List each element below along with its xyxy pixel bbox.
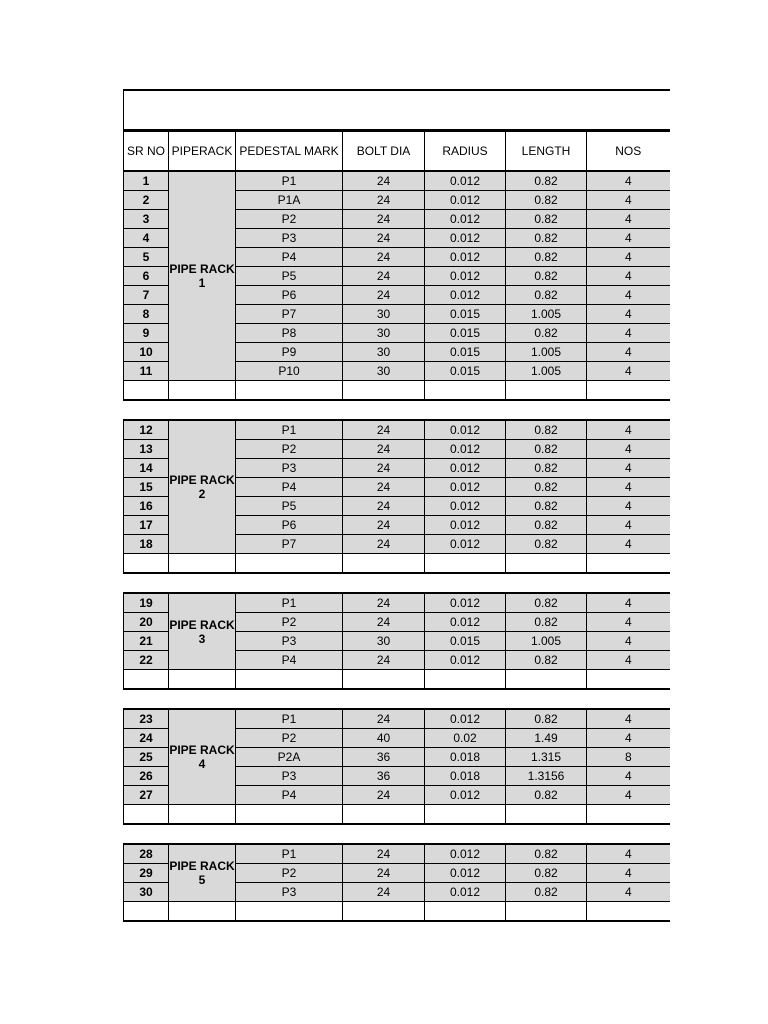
table-row [124, 844, 670, 864]
length-cell: 1.005 [506, 305, 587, 324]
bolt-dia-cell: 30 [343, 362, 425, 381]
blank-row [124, 670, 670, 690]
radius-cell: 0.012 [425, 420, 506, 440]
spacer-cell [587, 400, 670, 420]
radius-cell: 0.018 [425, 767, 506, 786]
radius-cell: 0.012 [425, 229, 506, 248]
spacer-cell [343, 824, 425, 844]
sr-no-cell: 28 [124, 844, 169, 864]
blank-cell [343, 381, 425, 401]
header-length: LENGTH [506, 131, 587, 172]
blank-cell [587, 554, 670, 574]
nos-cell: 4 [587, 440, 670, 459]
pedestal-mark-cell: P2A [236, 748, 343, 767]
blank-row [124, 902, 670, 922]
nos-cell: 4 [587, 171, 670, 191]
length-cell: 0.82 [506, 786, 587, 805]
blank-cell [506, 381, 587, 401]
sr-no-cell: 29 [124, 864, 169, 883]
bolt-dia-cell: 24 [343, 210, 425, 229]
blank-cell [124, 381, 169, 401]
nos-cell: 4 [587, 593, 670, 613]
pedestal-mark-cell: P7 [236, 535, 343, 554]
spacer-cell [425, 573, 506, 593]
pedestal-mark-cell: P4 [236, 478, 343, 497]
spacer-cell [587, 824, 670, 844]
nos-cell: 4 [587, 267, 670, 286]
length-cell: 0.82 [506, 267, 587, 286]
table-row [124, 593, 670, 613]
sr-no-cell: 14 [124, 459, 169, 478]
pedestal-mark-cell: P1 [236, 593, 343, 613]
length-cell: 0.82 [506, 286, 587, 305]
nos-cell: 4 [587, 362, 670, 381]
spacer-cell [169, 689, 236, 709]
sr-no-cell: 22 [124, 651, 169, 670]
pedestal-mark-cell: P9 [236, 343, 343, 362]
spacer-cell [425, 689, 506, 709]
length-cell: 0.82 [506, 709, 587, 729]
header-pedestal-mark: PEDESTAL MARK [236, 131, 343, 172]
table-body [124, 90, 670, 921]
sr-no-cell: 10 [124, 343, 169, 362]
radius-cell: 0.015 [425, 324, 506, 343]
pedestal-mark-cell: P1 [236, 171, 343, 191]
radius-cell: 0.012 [425, 248, 506, 267]
blank-cell [169, 805, 236, 825]
spacer-cell [169, 400, 236, 420]
nos-cell: 4 [587, 632, 670, 651]
length-cell: 1.005 [506, 632, 587, 651]
radius-cell: 0.012 [425, 709, 506, 729]
pedestal-mark-cell: P2 [236, 440, 343, 459]
bolt-dia-cell: 30 [343, 632, 425, 651]
nos-cell: 4 [587, 709, 670, 729]
piperack-cell: PIPE RACK 4 [169, 709, 236, 805]
nos-cell: 4 [587, 651, 670, 670]
spacer-cell [587, 689, 670, 709]
pedestal-mark-cell: P6 [236, 516, 343, 535]
length-cell: 0.82 [506, 248, 587, 267]
length-cell: 1.3156 [506, 767, 587, 786]
pedestal-mark-cell: P4 [236, 248, 343, 267]
blank-cell [506, 670, 587, 690]
sr-no-cell: 24 [124, 729, 169, 748]
bolt-dia-cell: 24 [343, 535, 425, 554]
spacer-cell [506, 400, 587, 420]
pedestal-mark-cell: P1 [236, 709, 343, 729]
blank-row [124, 554, 670, 574]
title-row [124, 90, 670, 131]
radius-cell: 0.012 [425, 191, 506, 210]
bolt-dia-cell: 24 [343, 651, 425, 670]
blank-cell [124, 670, 169, 690]
length-cell: 0.82 [506, 516, 587, 535]
length-cell: 0.82 [506, 651, 587, 670]
nos-cell: 4 [587, 613, 670, 632]
length-cell: 0.82 [506, 478, 587, 497]
header-sr-no: SR NO [124, 131, 169, 172]
radius-cell: 0.012 [425, 497, 506, 516]
radius-cell: 0.015 [425, 632, 506, 651]
blank-cell [425, 670, 506, 690]
radius-cell: 0.012 [425, 883, 506, 902]
bolt-dia-cell: 24 [343, 286, 425, 305]
length-cell: 0.82 [506, 191, 587, 210]
length-cell: 0.82 [506, 229, 587, 248]
pedestal-mark-cell: P3 [236, 632, 343, 651]
pedestal-mark-cell: P4 [236, 651, 343, 670]
bolt-dia-cell: 24 [343, 593, 425, 613]
blank-cell [236, 902, 343, 922]
bolt-dia-cell: 24 [343, 229, 425, 248]
nos-cell: 4 [587, 844, 670, 864]
blank-cell [343, 902, 425, 922]
nos-cell: 4 [587, 343, 670, 362]
pedestal-mark-cell: P3 [236, 767, 343, 786]
blank-cell [587, 805, 670, 825]
nos-cell: 4 [587, 459, 670, 478]
sr-no-cell: 5 [124, 248, 169, 267]
nos-cell: 4 [587, 324, 670, 343]
length-cell: 1.005 [506, 362, 587, 381]
spacer-cell [506, 573, 587, 593]
pedestal-mark-cell: P6 [236, 286, 343, 305]
blank-cell [169, 670, 236, 690]
spacer-cell [236, 689, 343, 709]
bolt-dia-cell: 24 [343, 420, 425, 440]
pedestal-mark-cell: P2 [236, 864, 343, 883]
sr-no-cell: 17 [124, 516, 169, 535]
nos-cell: 4 [587, 883, 670, 902]
blank-cell [343, 805, 425, 825]
length-cell: 0.82 [506, 497, 587, 516]
blank-cell [425, 554, 506, 574]
bolt-dia-cell: 24 [343, 516, 425, 535]
pedestal-mark-cell: P4 [236, 786, 343, 805]
length-cell: 1.49 [506, 729, 587, 748]
bolt-schedule-sheet [123, 89, 669, 922]
sr-no-cell: 7 [124, 286, 169, 305]
length-cell: 0.82 [506, 459, 587, 478]
blank-cell [236, 670, 343, 690]
blank-cell [124, 902, 169, 922]
length-cell: 0.82 [506, 535, 587, 554]
table-row [124, 420, 670, 440]
sr-no-cell: 11 [124, 362, 169, 381]
bolt-dia-cell: 24 [343, 191, 425, 210]
bolt-dia-cell: 24 [343, 786, 425, 805]
group-spacer [124, 573, 670, 593]
spacer-cell [236, 400, 343, 420]
spacer-cell [236, 824, 343, 844]
sr-no-cell: 27 [124, 786, 169, 805]
blank-cell [124, 805, 169, 825]
blank-cell [425, 805, 506, 825]
spacer-cell [124, 573, 169, 593]
pedestal-mark-cell: P5 [236, 497, 343, 516]
pedestal-mark-cell: P3 [236, 229, 343, 248]
sr-no-cell: 26 [124, 767, 169, 786]
nos-cell: 4 [587, 786, 670, 805]
bolt-dia-cell: 24 [343, 497, 425, 516]
bolt-dia-cell: 30 [343, 324, 425, 343]
bolt-dia-cell: 24 [343, 709, 425, 729]
sr-no-cell: 6 [124, 267, 169, 286]
spacer-cell [506, 824, 587, 844]
bolt-dia-cell: 24 [343, 440, 425, 459]
radius-cell: 0.015 [425, 362, 506, 381]
pedestal-mark-cell: P1 [236, 844, 343, 864]
sr-no-cell: 1 [124, 171, 169, 191]
length-cell: 0.82 [506, 324, 587, 343]
blank-cell [506, 902, 587, 922]
blank-cell [169, 554, 236, 574]
pedestal-mark-cell: P8 [236, 324, 343, 343]
pedestal-mark-cell: P3 [236, 883, 343, 902]
blank-row [124, 805, 670, 825]
length-cell: 0.82 [506, 171, 587, 191]
radius-cell: 0.012 [425, 516, 506, 535]
sr-no-cell: 25 [124, 748, 169, 767]
length-cell: 0.82 [506, 883, 587, 902]
nos-cell: 4 [587, 767, 670, 786]
bolt-dia-cell: 30 [343, 343, 425, 362]
radius-cell: 0.012 [425, 459, 506, 478]
blank-cell [425, 381, 506, 401]
blank-cell [236, 805, 343, 825]
spacer-cell [169, 824, 236, 844]
nos-cell: 4 [587, 420, 670, 440]
blank-cell [587, 902, 670, 922]
sr-no-cell: 12 [124, 420, 169, 440]
sr-no-cell: 8 [124, 305, 169, 324]
length-cell: 0.82 [506, 440, 587, 459]
sr-no-cell: 15 [124, 478, 169, 497]
length-cell: 0.82 [506, 420, 587, 440]
length-cell: 0.82 [506, 613, 587, 632]
pedestal-mark-cell: P10 [236, 362, 343, 381]
spacer-cell [343, 573, 425, 593]
bolt-dia-cell: 24 [343, 267, 425, 286]
header-row [124, 131, 670, 172]
nos-cell: 8 [587, 748, 670, 767]
spacer-cell [343, 689, 425, 709]
nos-cell: 4 [587, 191, 670, 210]
bolt-dia-cell: 40 [343, 729, 425, 748]
sr-no-cell: 30 [124, 883, 169, 902]
group-spacer [124, 689, 670, 709]
blank-cell [343, 670, 425, 690]
blank-cell [506, 554, 587, 574]
pedestal-mark-cell: P5 [236, 267, 343, 286]
nos-cell: 4 [587, 229, 670, 248]
sr-no-cell: 21 [124, 632, 169, 651]
blank-cell [124, 554, 169, 574]
header-nos: NOS [587, 131, 670, 172]
bolt-dia-cell: 36 [343, 767, 425, 786]
radius-cell: 0.02 [425, 729, 506, 748]
nos-cell: 4 [587, 729, 670, 748]
nos-cell: 4 [587, 535, 670, 554]
pedestal-mark-cell: P2 [236, 210, 343, 229]
sr-no-cell: 2 [124, 191, 169, 210]
blank-row [124, 381, 670, 401]
length-cell: 0.82 [506, 864, 587, 883]
nos-cell: 4 [587, 516, 670, 535]
bolt-dia-cell: 30 [343, 305, 425, 324]
sr-no-cell: 4 [124, 229, 169, 248]
header-bolt-dia: BOLT DIA [343, 131, 425, 172]
nos-cell: 4 [587, 248, 670, 267]
pedestal-mark-cell: P2 [236, 729, 343, 748]
length-cell: 0.82 [506, 593, 587, 613]
spacer-cell [124, 824, 169, 844]
spacer-cell [124, 689, 169, 709]
table-row [124, 709, 670, 729]
piperack-cell: PIPE RACK 5 [169, 844, 236, 902]
blank-cell [425, 902, 506, 922]
radius-cell: 0.012 [425, 844, 506, 864]
length-cell: 0.82 [506, 844, 587, 864]
pedestal-mark-cell: P1 [236, 420, 343, 440]
radius-cell: 0.018 [425, 748, 506, 767]
sheet-title [124, 90, 670, 131]
pedestal-mark-cell: P7 [236, 305, 343, 324]
bolt-schedule-table [123, 89, 670, 922]
radius-cell: 0.012 [425, 651, 506, 670]
radius-cell: 0.015 [425, 343, 506, 362]
sr-no-cell: 9 [124, 324, 169, 343]
table-row [124, 171, 670, 191]
pedestal-mark-cell: P1A [236, 191, 343, 210]
bolt-dia-cell: 24 [343, 613, 425, 632]
blank-cell [169, 381, 236, 401]
bolt-dia-cell: 24 [343, 864, 425, 883]
sr-no-cell: 19 [124, 593, 169, 613]
header-radius: RADIUS [425, 131, 506, 172]
blank-cell [587, 670, 670, 690]
piperack-cell: PIPE RACK 2 [169, 420, 236, 554]
radius-cell: 0.015 [425, 305, 506, 324]
radius-cell: 0.012 [425, 786, 506, 805]
blank-cell [169, 902, 236, 922]
bolt-dia-cell: 24 [343, 171, 425, 191]
blank-cell [236, 381, 343, 401]
sr-no-cell: 23 [124, 709, 169, 729]
sr-no-cell: 16 [124, 497, 169, 516]
spacer-cell [587, 573, 670, 593]
length-cell: 1.315 [506, 748, 587, 767]
bolt-dia-cell: 24 [343, 459, 425, 478]
bolt-dia-cell: 24 [343, 478, 425, 497]
pedestal-mark-cell: P2 [236, 613, 343, 632]
nos-cell: 4 [587, 210, 670, 229]
spacer-cell [169, 573, 236, 593]
radius-cell: 0.012 [425, 593, 506, 613]
spacer-cell [425, 824, 506, 844]
spacer-cell [506, 689, 587, 709]
piperack-cell: PIPE RACK 3 [169, 593, 236, 670]
radius-cell: 0.012 [425, 478, 506, 497]
nos-cell: 4 [587, 478, 670, 497]
spacer-cell [124, 400, 169, 420]
piperack-cell: PIPE RACK 1 [169, 171, 236, 381]
sr-no-cell: 13 [124, 440, 169, 459]
bolt-dia-cell: 24 [343, 844, 425, 864]
nos-cell: 4 [587, 864, 670, 883]
radius-cell: 0.012 [425, 864, 506, 883]
nos-cell: 4 [587, 305, 670, 324]
length-cell: 0.82 [506, 210, 587, 229]
spacer-cell [236, 573, 343, 593]
radius-cell: 0.012 [425, 535, 506, 554]
group-spacer [124, 400, 670, 420]
radius-cell: 0.012 [425, 267, 506, 286]
radius-cell: 0.012 [425, 613, 506, 632]
radius-cell: 0.012 [425, 210, 506, 229]
blank-cell [506, 805, 587, 825]
spacer-cell [425, 400, 506, 420]
bolt-dia-cell: 36 [343, 748, 425, 767]
sr-no-cell: 20 [124, 613, 169, 632]
pedestal-mark-cell: P3 [236, 459, 343, 478]
bolt-dia-cell: 24 [343, 883, 425, 902]
nos-cell: 4 [587, 286, 670, 305]
group-spacer [124, 824, 670, 844]
blank-cell [587, 381, 670, 401]
length-cell: 1.005 [506, 343, 587, 362]
radius-cell: 0.012 [425, 171, 506, 191]
header-piperack: PIPERACK [169, 131, 236, 172]
blank-cell [236, 554, 343, 574]
radius-cell: 0.012 [425, 286, 506, 305]
nos-cell: 4 [587, 497, 670, 516]
spacer-cell [343, 400, 425, 420]
bolt-dia-cell: 24 [343, 248, 425, 267]
sr-no-cell: 3 [124, 210, 169, 229]
radius-cell: 0.012 [425, 440, 506, 459]
sr-no-cell: 18 [124, 535, 169, 554]
blank-cell [343, 554, 425, 574]
